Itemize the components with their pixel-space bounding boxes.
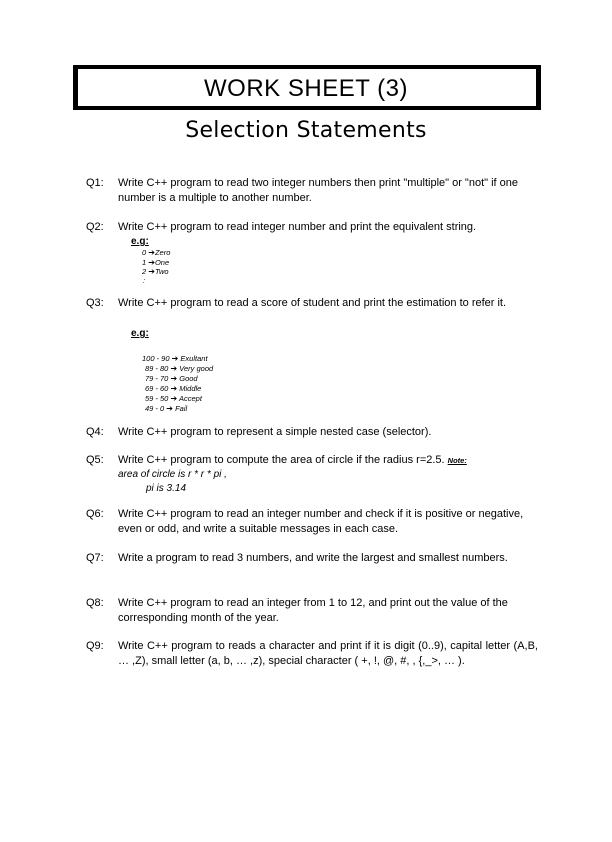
example-ellipsis: :	[143, 276, 146, 285]
question-number: Q4:	[86, 426, 104, 438]
example-row: 2 ➔Two	[142, 267, 169, 276]
worksheet-title: WORK SHEET (3)	[204, 75, 408, 102]
arrow-right-icon: ➔	[148, 248, 155, 257]
question-number: Q2:	[86, 221, 104, 233]
example-label: e.g:	[131, 236, 149, 247]
example-row: 100 - 90 ➔ Exultant	[142, 354, 208, 363]
question-text: Write C++ program to read two integer numbers then print "multiple" or "not" if one number is a multiple to another number.	[118, 177, 518, 204]
note-label: Note:	[447, 456, 467, 465]
question-number: Q5:	[86, 454, 104, 466]
example-row: 1 ➔One	[142, 258, 170, 267]
question-text: Write a program to read 3 numbers, and write the largest and smallest numbers.	[118, 552, 508, 564]
question-number: Q1:	[86, 177, 104, 189]
arrow-right-icon: ➔	[170, 374, 178, 383]
example-label: e.g:	[131, 328, 149, 339]
example-row: 59 - 50 ➔ Accept	[145, 394, 202, 403]
example-row: 79 - 70 ➔ Good	[145, 374, 198, 383]
question-number: Q9:	[86, 640, 104, 652]
example-row: 69 - 60 ➔ Middle	[145, 384, 202, 393]
arrow-right-icon: ➔	[170, 364, 178, 373]
question-number: Q3:	[86, 297, 104, 309]
question-text: Write C++ program to compute the area of circle if the radius r=2.5. Note:	[118, 454, 467, 466]
example-row: 49 - 0 ➔ Fail	[145, 404, 188, 413]
question-text: Write C++ program to read a score of student and print the estimation to refer it.	[118, 297, 507, 309]
question-text: Write C++ program to read an integer number and check if it is positive or negative, even or odd, and write a suitable messages in each case.	[118, 508, 524, 535]
question-number: Q8:	[86, 597, 104, 609]
arrow-right-icon: ➔	[171, 354, 179, 363]
arrow-right-icon: ➔	[148, 267, 155, 276]
arrow-right-icon: ➔	[170, 384, 178, 393]
question-text: Write C++ program to read integer number and print the equivalent string.	[118, 221, 477, 233]
question-text: Write C++ program to read an integer from 1 to 12, and print out the value of the corresponding month of the year.	[118, 597, 508, 624]
arrow-right-icon: ➔	[170, 394, 178, 403]
question-text: Write C++ program to reads a character and print if it is digit (0..9), capital letter (A,B, … ,Z), small letter (a, b, … ,z), special character ( +, !, @, #, , {,_>, … ).	[118, 640, 538, 667]
example-row: 0 ➔Zero	[142, 248, 171, 257]
arrow-right-icon: ➔	[166, 404, 173, 413]
question-number: Q6:	[86, 508, 104, 520]
worksheet-subtitle: Selection Statements	[185, 118, 427, 143]
question-number: Q7:	[86, 552, 104, 564]
arrow-right-icon: ➔	[148, 258, 155, 267]
question-text: Write C++ program to represent a simple nested case (selector).	[118, 426, 432, 438]
example-row: 89 - 80 ➔ Very good	[145, 364, 214, 373]
